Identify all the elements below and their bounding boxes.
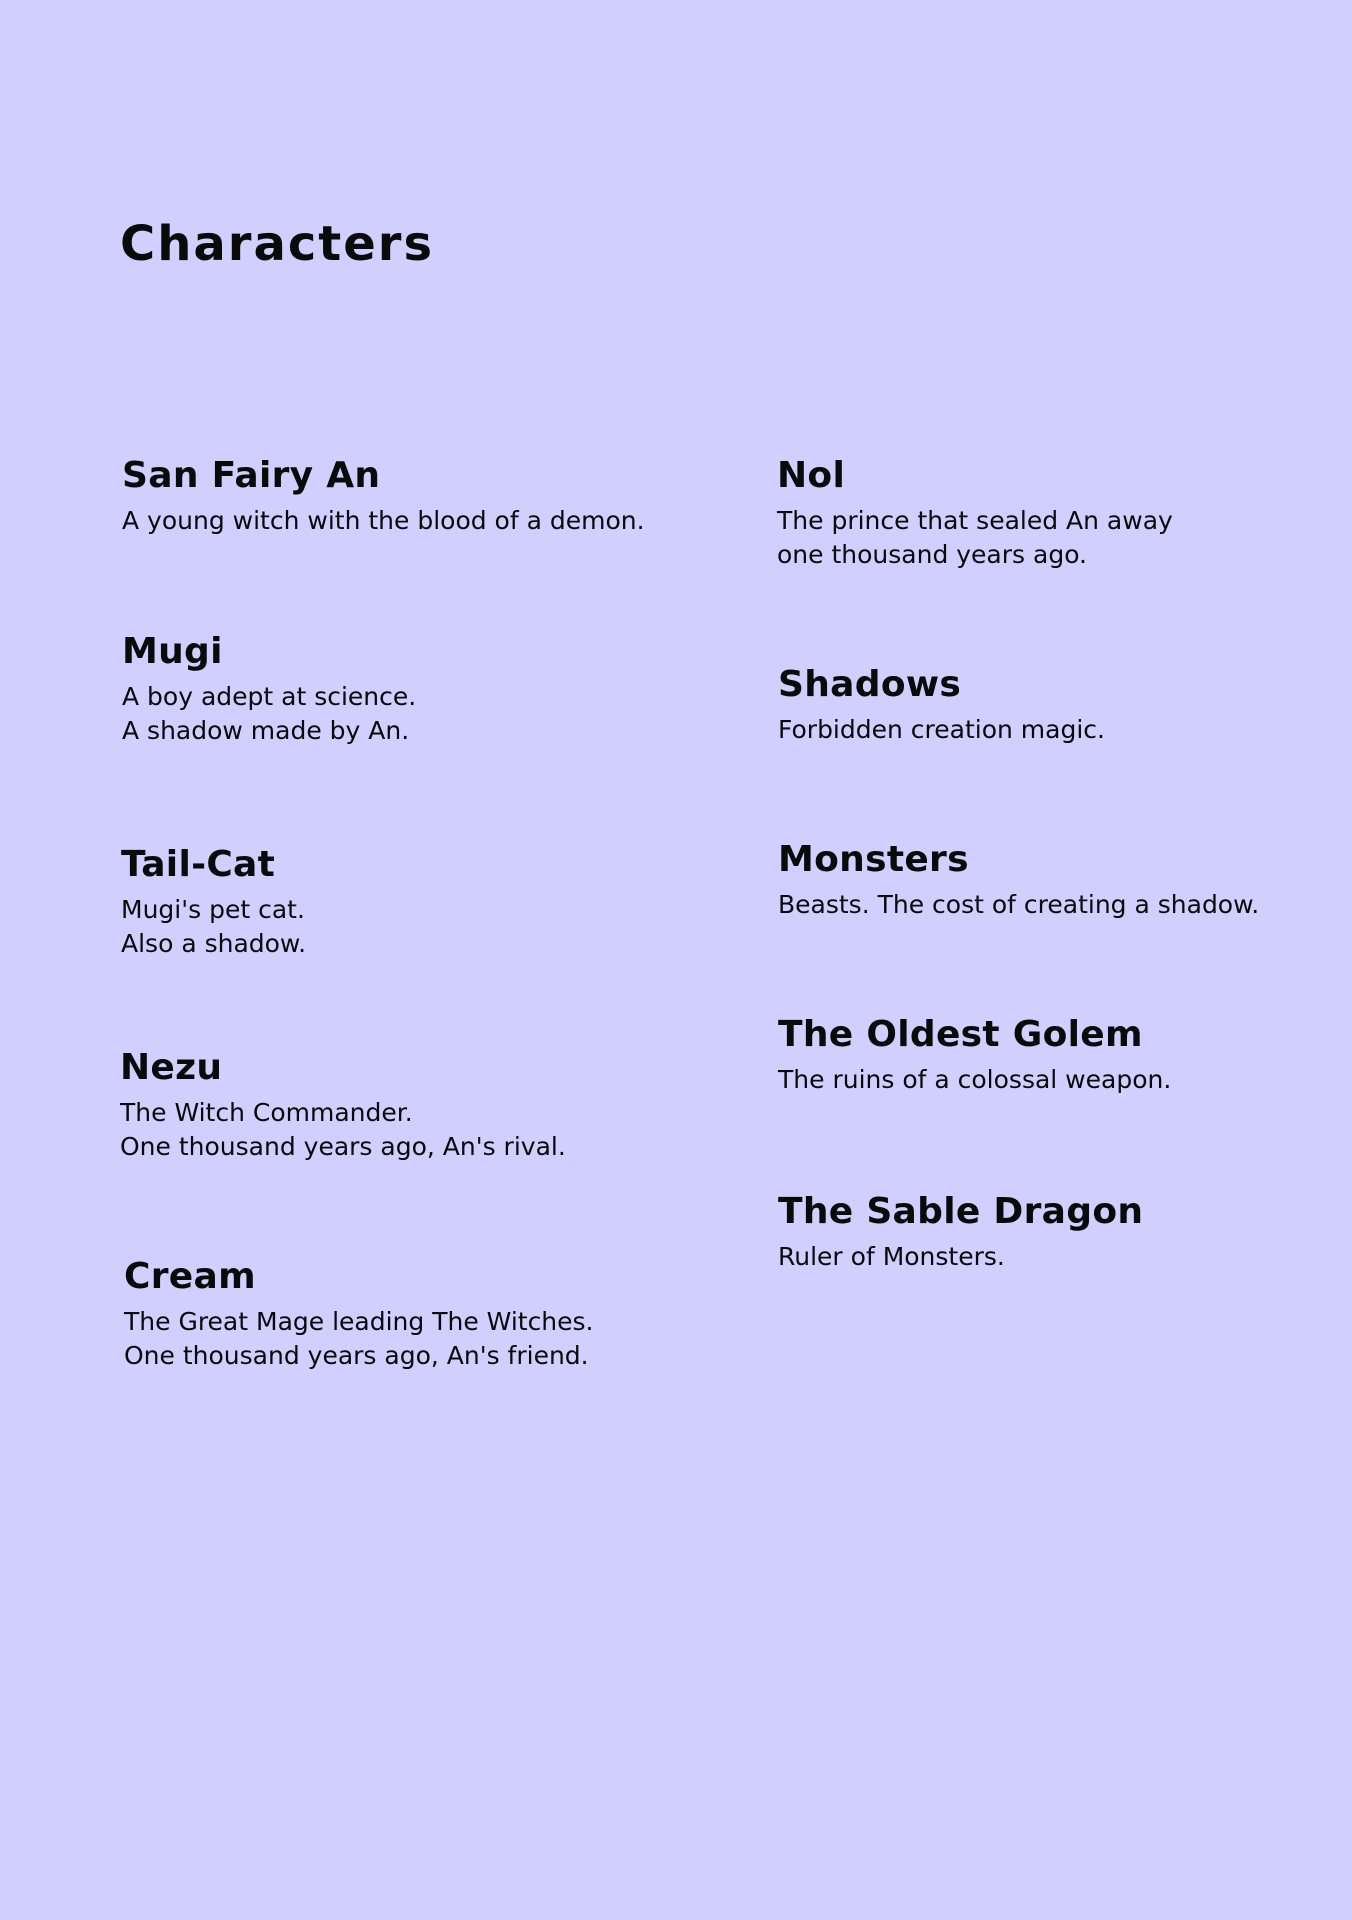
character-description: The Witch Commander. One thousand years ago, An's rival. — [120, 1098, 566, 1161]
character-description: Beasts. The cost of creating a shadow. — [778, 890, 1260, 919]
character-entry-tail-cat — [121, 841, 681, 961]
character-description: Forbidden creation magic. — [778, 715, 1105, 744]
character-name: Tail-Cat — [121, 844, 276, 885]
character-entry-monsters — [778, 836, 1338, 922]
character-entry-sable-dragon — [778, 1188, 1338, 1274]
character-name: Shadows — [778, 664, 962, 705]
character-name: Cream — [124, 1256, 256, 1297]
character-name: San Fairy An — [122, 455, 381, 496]
character-description: Mugi's pet cat. Also a shadow. — [121, 895, 307, 958]
character-entry-san-fairy-an — [122, 452, 682, 538]
character-entry-oldest-golem — [778, 1011, 1338, 1097]
character-name: The Sable Dragon — [778, 1191, 1144, 1232]
character-name: The Oldest Golem — [778, 1014, 1143, 1055]
character-entry-mugi — [122, 628, 682, 748]
page-title: Characters — [120, 216, 435, 272]
character-name: Nezu — [120, 1047, 223, 1088]
character-name: Monsters — [778, 839, 969, 880]
character-description: The Great Mage leading The Witches. One thousand years ago, An's friend. — [124, 1307, 594, 1370]
character-description: A young witch with the blood of a demon. — [122, 506, 645, 535]
character-description: The ruins of a colossal weapon. — [778, 1065, 1172, 1094]
character-name: Mugi — [122, 631, 223, 672]
character-description: A boy adept at science. A shadow made by An. — [122, 682, 417, 745]
character-description: The prince that sealed An away one thousand years ago. — [777, 506, 1173, 569]
character-entry-nol — [777, 452, 1337, 572]
character-description: Ruler of Monsters. — [778, 1242, 1005, 1271]
character-entry-cream — [124, 1253, 684, 1373]
character-entry-nezu — [120, 1044, 680, 1164]
character-entry-shadows — [778, 661, 1338, 747]
character-name: Nol — [777, 455, 846, 496]
